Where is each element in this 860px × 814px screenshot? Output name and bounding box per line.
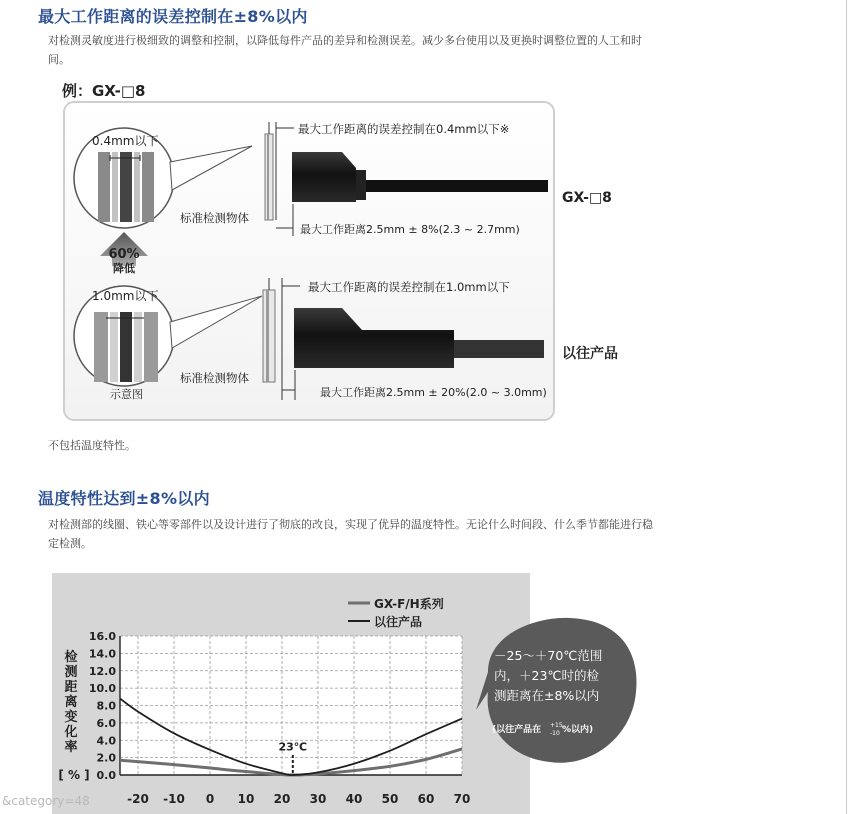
temperature-description-line-1: 对检测部的线圈、铁心等零部件以及设计进行了彻底的改良，实现了优异的温度特性。无论什么时间段、什么季节都能进行稳: [48, 518, 653, 531]
top-error-label: 最大工作距离的误差控制在0.4mm以下※: [298, 122, 510, 136]
callout-small-suffix: %以内): [562, 725, 594, 735]
temperature-description-line-2: 定检测。: [48, 537, 92, 550]
top-object-label: 标准检测物体: [180, 211, 249, 225]
x-tick-label: 40: [345, 792, 363, 806]
y-axis-label-char: 距: [64, 680, 78, 695]
y-tick-label: 12.0: [88, 664, 116, 678]
section-description-error-control: [48, 31, 808, 69]
description-line-1: 对检测灵敏度进行极细致的调整和控制，以降低每件产品的差异和检测误差。减少多台使用以及更换时调整位置的人工和时: [48, 34, 642, 47]
y-axis-unit: [ % ]: [58, 768, 90, 782]
section-title-error-control: 最大工作距离的误差控制在±8%以内: [38, 7, 308, 26]
callout-line-1: －25～＋70℃范围: [494, 648, 603, 663]
temperature-23c-label: 23℃: [278, 740, 308, 754]
x-tick-label: -20: [127, 792, 149, 806]
reduction-value: 60%: [108, 247, 140, 262]
temperature-note: 不包括温度特性。: [48, 439, 136, 452]
bottom-object-label: 标准检测物体: [180, 371, 249, 385]
sensor-comparison-figure: [62, 100, 618, 422]
legend-label: GX-F/H系列: [374, 597, 444, 611]
top-distance-label: 最大工作距离2.5mm ± 8%(2.3 ~ 2.7mm): [300, 223, 520, 236]
y-tick-label: 16.0: [88, 630, 116, 643]
bottom-distance-label: 最大工作距离2.5mm ± 20%(2.0 ~ 3.0mm): [320, 386, 547, 399]
y-axis-label-char: 离: [64, 695, 78, 710]
y-axis-label-char: 检: [64, 650, 78, 665]
y-tick-label: 0.0: [96, 769, 116, 782]
chart-grid: [120, 636, 462, 775]
top-circle-label: 0.4mm以下: [92, 134, 159, 148]
schematic-label: 示意图: [110, 388, 143, 401]
bottom-circle-label: 1.0mm以下: [92, 289, 159, 303]
bottom-sensor-label: 以往产品: [562, 346, 618, 362]
section-title-temperature: 温度特性达到±8%以内: [38, 489, 210, 508]
y-tick-label: 10.0: [88, 682, 116, 696]
x-tick-label: 10: [237, 792, 255, 806]
y-axis-label-char: 测: [64, 665, 78, 680]
x-tick-label: 60: [417, 792, 435, 806]
y-tick-label: 14.0: [88, 647, 116, 661]
callout-small-plus: +15: [550, 722, 563, 729]
callout-small-minus: -10: [550, 730, 560, 737]
y-tick-label: 8.0: [96, 699, 116, 713]
example-label: 例：GX-□8: [62, 82, 146, 100]
reference-text: &category=48: [2, 794, 90, 808]
top-sensor-label: GX-□8: [562, 190, 612, 206]
callout-line-3: 测距离在±8%以内: [494, 688, 600, 703]
y-axis-label-char: 率: [64, 740, 78, 755]
y-axis-label-char: 化: [64, 725, 78, 740]
reduction-label: 降低: [113, 262, 135, 275]
temperature-chart: [52, 573, 530, 814]
x-tick-label: 30: [309, 792, 327, 806]
x-tick-label: 50: [381, 792, 399, 806]
x-tick-label: 0: [205, 792, 215, 806]
y-tick-label: 2.0: [96, 751, 116, 765]
y-tick-label: 6.0: [96, 716, 116, 730]
right-border-line: [846, 0, 847, 814]
x-tick-label: -10: [163, 792, 185, 806]
y-axis-label-char: 变: [64, 710, 78, 725]
callout-line-2: 内，＋23℃时的检: [494, 668, 599, 683]
bottom-error-label: 最大工作距离的误差控制在1.0mm以下: [308, 280, 510, 294]
callout-small-prefix: (以往产品在: [492, 725, 542, 735]
x-tick-label: 20: [273, 792, 291, 806]
chart-callout-bubble: [470, 612, 650, 778]
y-tick-label: 4.0: [96, 734, 116, 748]
description-line-2: 间。: [48, 53, 70, 66]
legend-label: 以往产品: [374, 615, 423, 629]
x-tick-label: 70: [453, 792, 471, 806]
section-description-temperature: [48, 515, 808, 553]
